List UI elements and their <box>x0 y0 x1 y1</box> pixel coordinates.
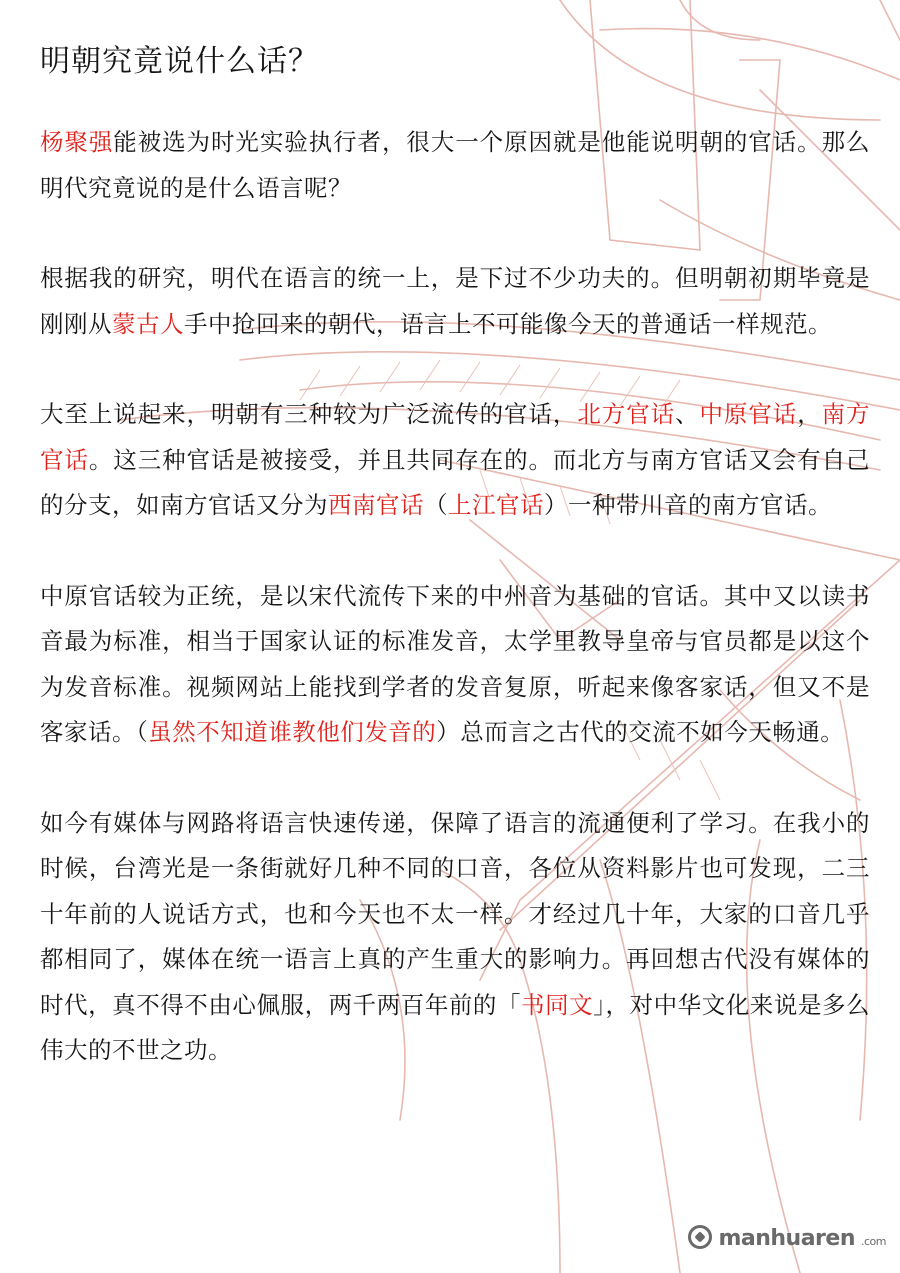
article-body <box>40 120 870 1074</box>
paragraph <box>40 801 870 1074</box>
text-run: 中原官话较为正统，是以宋代流传下来的中州音为基础的官话。其中又以读书音最为标准，相当于国家认证的标准发音，太学里教导皇帝与官员都是以这个为发音标准。视频网站上能找到学者的发音复原，听起来像客家话，但又不是客家话。（ <box>40 581 870 746</box>
text-run: 如今有媒体与网路将语言快速传递，保障了语言的流通便利了学习。在我小的时候，台湾光是一条街就好几种不同的口音，各位从资料影片也可发现，二三十年前的人说话方式，也和今天也不太一样。才经过几十年，大家的口音几乎都相同了，媒体在统一语言上真的产生重大的影响力。再回想古代没有媒体的时代，真不得不由心佩服，两千两百年前的「 <box>40 808 870 1019</box>
highlighted-term: 虽然不知道谁教他们发音的 <box>148 718 437 746</box>
article-title: 明朝究竟说什么话？ <box>40 44 319 79</box>
text-run: 根据我的研究，明代在语言的统一上，是下过不少功夫的。但明朝初期毕竟是刚刚从 <box>40 264 870 338</box>
text-run: ）总而言之古代的交流不如今天畅通。 <box>436 718 845 746</box>
highlighted-term: 上江官话 <box>448 491 544 519</box>
text-run: 。这三种官话是被接受，并且共同存在的。而北方与南方官话又会有自己的分支，如南方官话又分为 <box>40 445 871 519</box>
text-run: 手中抢回来的朝代，语言上不可能像今天的普通话一样规范。 <box>184 309 832 338</box>
text-run: 」，对中华文化来说是多么伟大的不世之功。 <box>40 990 871 1064</box>
text-run: 能被选为时光实验执行者，很大一个原因就是他能说明朝的官话。那么明代究竟说的是什么语言呢？ <box>40 128 871 202</box>
watermark-suffix: .com <box>861 1235 886 1248</box>
highlighted-term: 北方官话 <box>577 400 676 428</box>
highlighted-term: 南方官话 <box>40 400 871 474</box>
paragraph <box>40 120 870 211</box>
highlighted-term: 书同文 <box>521 990 594 1019</box>
paragraph <box>40 574 870 756</box>
watermark-name: manhuaren <box>718 1226 855 1251</box>
paragraph <box>40 392 870 529</box>
text-run: ）一种带川音的南方官话。 <box>544 491 832 519</box>
highlighted-term: 蒙古人 <box>112 309 184 338</box>
text-run: 、 <box>675 400 700 428</box>
highlighted-term: 中原官话 <box>699 400 798 428</box>
text-run: ， <box>797 400 822 428</box>
text-run: （ <box>424 491 448 519</box>
highlighted-term: 西南官话 <box>328 491 424 519</box>
highlighted-term: 杨聚强 <box>40 128 114 156</box>
manhuaren-logo-icon <box>688 1225 712 1249</box>
article <box>40 40 870 1119</box>
site-watermark <box>688 1226 886 1251</box>
paragraph <box>40 256 870 347</box>
text-run: 大至上说起来，明朝有三种较为广泛流传的官话， <box>40 400 578 428</box>
